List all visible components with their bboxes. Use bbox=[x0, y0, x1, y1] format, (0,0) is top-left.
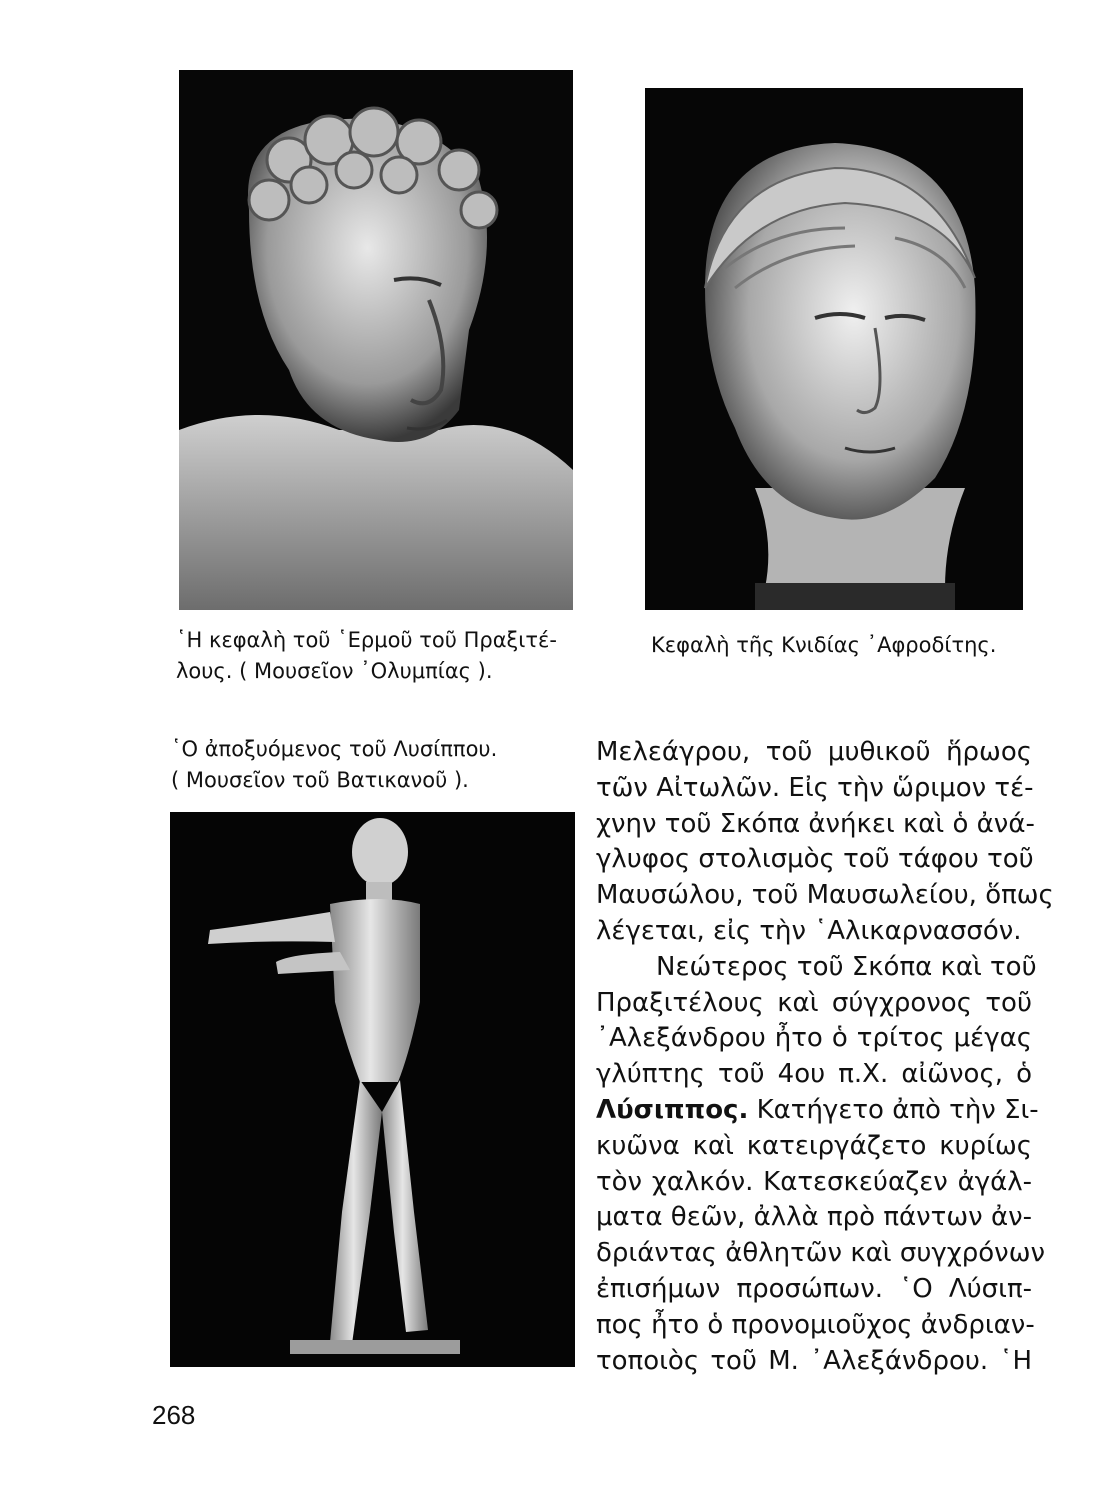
page-number: 268 bbox=[152, 1400, 196, 1430]
body-line: γλυφος στολισμὸς τοῦ τάφου τοῦ bbox=[596, 844, 1034, 875]
caption-line: λους. ( Μουσεῖον ᾿Ολυμπίας ). bbox=[176, 659, 493, 683]
caption-line: Κεφαλὴ τῆς Κνιδίας ᾿Αφροδίτης. bbox=[651, 633, 997, 657]
body-line: Μαυσώλου, τοῦ Μαυσωλείου, ὅπως bbox=[596, 880, 1054, 911]
body-line: πος ἦτο ὁ προνομιοῦχος ἀνδριαν- bbox=[596, 1309, 1035, 1340]
body-line-with-name bbox=[596, 1093, 1039, 1129]
body-line: Νεώτερος τοῦ Σκόπα καὶ τοῦ bbox=[656, 951, 1037, 982]
caption-line: ( Μουσεῖον τοῦ Βατικανοῦ ). bbox=[171, 768, 469, 792]
body-line: τοποιὸς τοῦ Μ. ᾿Αλεξάνδρου. ῾Η bbox=[596, 1345, 1032, 1376]
hermes-head-photo bbox=[179, 70, 573, 610]
body-line: ᾿Αλεξάνδρου ἦτο ὁ τρίτος μέγας bbox=[596, 1023, 1032, 1054]
aphrodite-caption bbox=[651, 630, 1021, 661]
hermes-caption bbox=[176, 625, 596, 687]
apoxyomenos-caption bbox=[171, 734, 571, 796]
body-line: δριάντας ἀθλητῶν καὶ συγχρόνων bbox=[596, 1238, 1045, 1269]
lysippos-bold-name: Λύσιππος. bbox=[596, 1094, 749, 1125]
body-line: τὸν χαλκόν. Κατεσκεύαζεν ἀγάλ- bbox=[596, 1166, 1032, 1197]
caption-line: ῾Ο ἀποξυόμενος τοῦ Λυσίππου. bbox=[171, 737, 498, 761]
body-line: τῶν Αἰτωλῶν. Εἰς τὴν ὥριμον τέ- bbox=[596, 772, 1034, 803]
aphrodite-head-photo bbox=[645, 88, 1023, 610]
body-line: λέγεται, εἰς τὴν ῾Αλικαρνασσόν. bbox=[596, 915, 1022, 946]
apoxyomenos-statue-photo bbox=[170, 812, 575, 1367]
apoxyomenos-statue-illustration bbox=[170, 812, 575, 1367]
body-line: γλύπτης τοῦ 4ου π.Χ. αἰῶνος, ὁ bbox=[596, 1059, 1032, 1090]
body-line: ἐπισήμων προσώπων. ῾Ο Λύσιπ- bbox=[596, 1273, 1032, 1304]
hermes-head-illustration bbox=[179, 70, 573, 610]
caption-line: ῾Η κεφαλὴ τοῦ ῾Ερμοῦ τοῦ Πραξιτέ- bbox=[176, 628, 557, 652]
body-line: ματα θεῶν, ἀλλὰ πρὸ πάντων ἀν- bbox=[596, 1202, 1032, 1233]
body-line: Μελεάγρου, τοῦ μυθικοῦ ἥρωος bbox=[596, 737, 1032, 767]
body-line-rest: Κατήγετο ἀπὸ τὴν Σι- bbox=[756, 1094, 1039, 1125]
aphrodite-head-illustration bbox=[645, 88, 1023, 610]
body-line: κυῶνα καὶ κατειργάζετο κυρίως bbox=[596, 1130, 1032, 1161]
body-line: χνην τοῦ Σκόπα ἀνήκει καὶ ὁ ἀνά- bbox=[596, 808, 1035, 839]
body-text bbox=[596, 735, 1054, 1379]
body-line: Πραξιτέλους καὶ σύγχρονος τοῦ bbox=[596, 987, 1032, 1018]
